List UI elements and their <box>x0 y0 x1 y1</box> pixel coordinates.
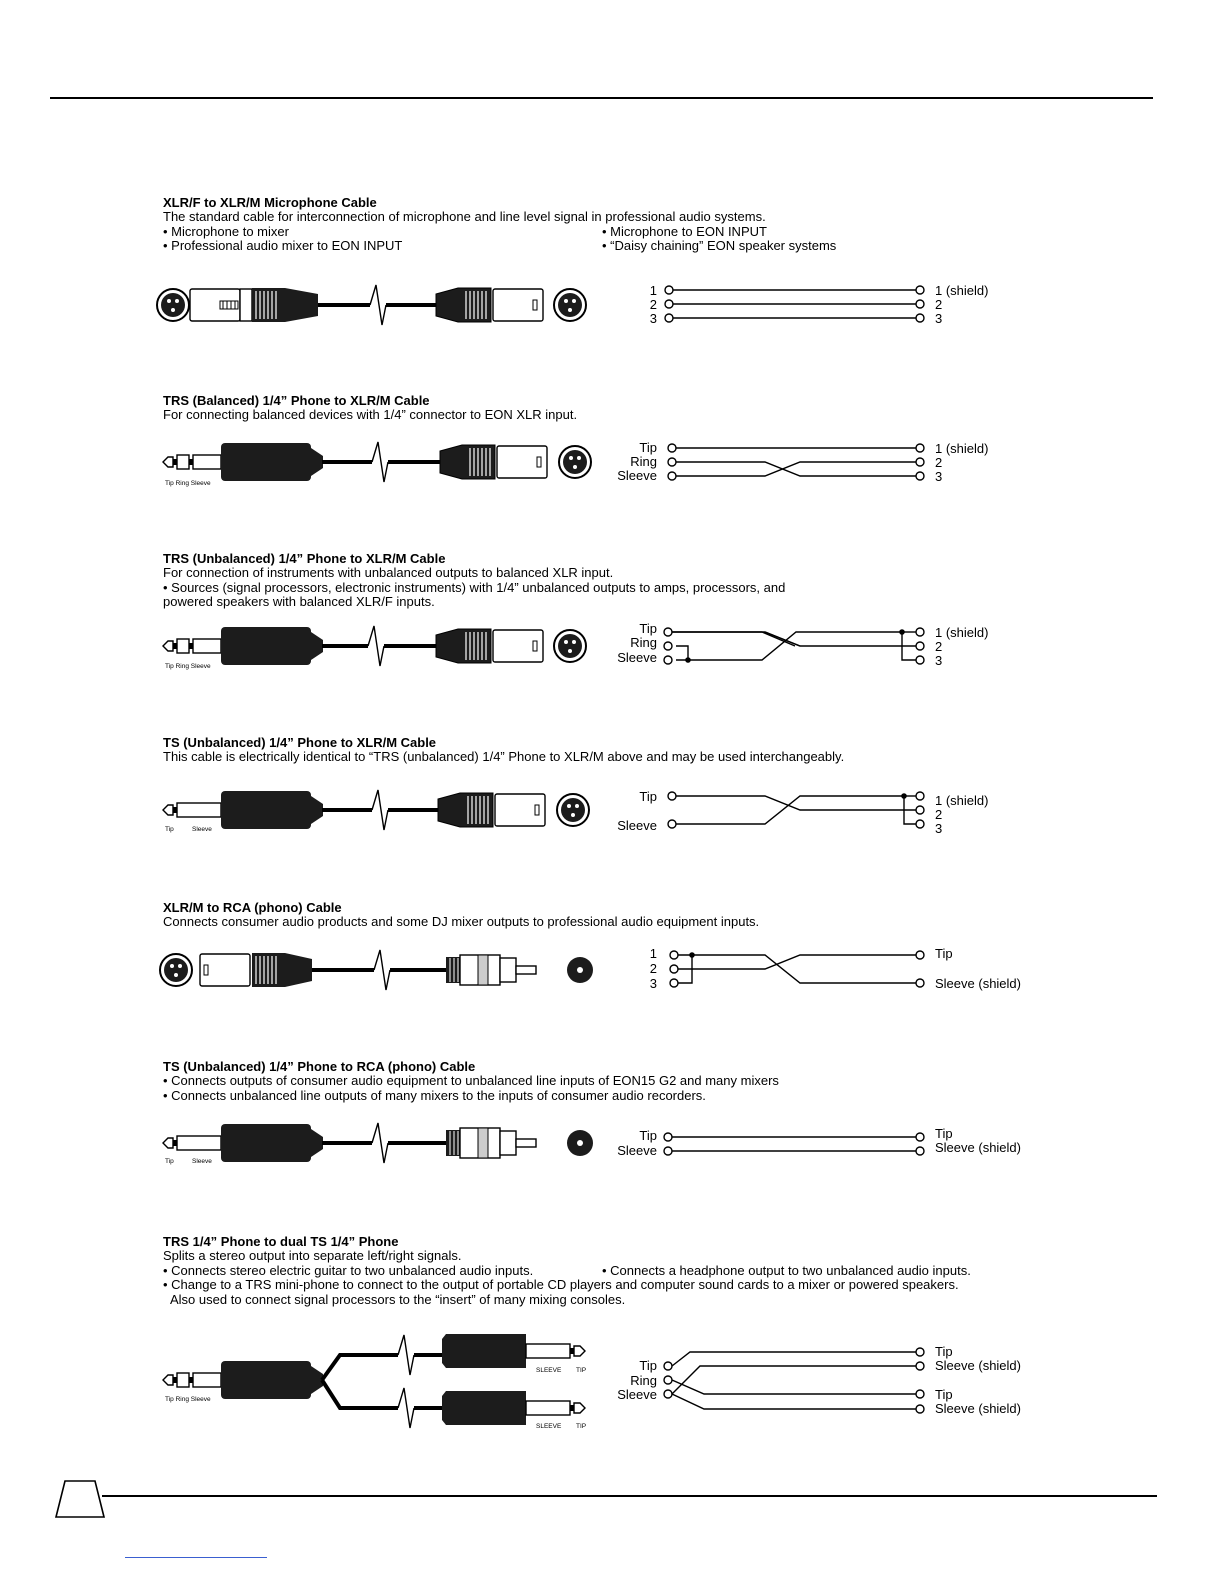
pin-label: 2 <box>649 961 657 976</box>
section-description: For connection of instruments with unbalanced outputs to balanced XLR input. <box>163 565 614 580</box>
bullet: • Change to a TRS mini-phone to connect to the output of portable CD players and computer sound cards to a mixer or powered speakers. <box>163 1277 959 1293</box>
pin-label: Sleeve <box>617 818 657 833</box>
pin-label: Tip <box>639 1358 657 1373</box>
pin-label: Sleeve (shield) <box>935 1140 1021 1155</box>
pin-label: 1 <box>649 946 657 961</box>
pin-label: Tip <box>935 1344 953 1359</box>
pin-label: 2 <box>935 639 943 654</box>
pin-label: Ring <box>630 635 657 650</box>
pin-label: Sleeve <box>617 1387 657 1402</box>
pin-label: Ring <box>630 454 657 469</box>
bullet: • Professional audio mixer to EON INPUT <box>163 238 403 254</box>
pin-label: 3 <box>649 311 657 326</box>
bullet: • Connects outputs of consumer audio equipment to unbalanced line inputs of EON15 G2 and many mixers <box>163 1073 779 1088</box>
pin-label: Sleeve <box>617 1143 657 1158</box>
pin-label: 2 <box>935 297 943 312</box>
footer-link-underline <box>125 1557 267 1558</box>
section-title: XLR/M to RCA (phono) Cable <box>163 900 342 915</box>
bullet: • “Daisy chaining” EON speaker systems <box>602 238 837 254</box>
pin-label: Sleeve (shield) <box>935 1401 1021 1416</box>
section-title: TRS 1/4” Phone to dual TS 1/4” Phone <box>163 1234 399 1249</box>
pin-label: 1 (shield) <box>935 625 989 640</box>
pin-label: 3 <box>935 821 943 836</box>
plug-label: SLEEVE <box>536 1423 562 1430</box>
plug-label: Tip Ring Sleeve <box>165 480 211 487</box>
bullet-continued: Also used to connect signal processors to the “insert” of many mixing consoles. <box>170 1291 626 1307</box>
plug-label: SLEEVE <box>536 1367 562 1374</box>
pin-label: 1 <box>649 283 657 298</box>
section-title: XLR/F to XLR/M Microphone Cable <box>163 195 377 210</box>
pin-label: Sleeve (shield) <box>935 976 1021 991</box>
section-description: For connecting balanced devices with 1/4” connector to EON XLR input. <box>163 407 578 422</box>
pin-label: Tip <box>639 789 657 804</box>
bullet: • Microphone to mixer <box>163 223 289 239</box>
pin-label: Tip <box>639 621 657 636</box>
plug-label: Tip Ring Sleeve <box>165 663 211 670</box>
plug-label: Tip <box>165 826 174 833</box>
bullet: • Connects stereo electric guitar to two unbalanced audio inputs. <box>163 1262 534 1278</box>
plug-label: Tip <box>165 1158 174 1165</box>
bullet: • Sources (signal processors, electronic instruments) with 1/4” unbalanced outputs to amps, processors, and <box>163 579 786 595</box>
pin-label: Tip <box>639 1128 657 1143</box>
section-description: The standard cable for interconnection of microphone and line level signal in professional audio systems. <box>163 209 766 224</box>
pin-label: Sleeve <box>617 650 657 665</box>
section-title: TRS (Unbalanced) 1/4” Phone to XLR/M Cable <box>163 551 446 566</box>
pin-label: 3 <box>935 653 943 668</box>
pin-label: 3 <box>649 976 657 991</box>
pin-label: 1 (shield) <box>935 283 989 298</box>
pin-label: Sleeve <box>617 468 657 483</box>
plug-label: Tip Ring Sleeve <box>165 1396 211 1403</box>
bullet-continued: powered speakers with balanced XLR/F inputs. <box>163 594 435 610</box>
pin-label: Tip <box>935 946 953 961</box>
pin-label: 1 (shield) <box>935 793 989 808</box>
pin-label: 3 <box>935 311 943 326</box>
section-description: Connects consumer audio products and some DJ mixer outputs to professional audio equipment inputs. <box>163 914 760 929</box>
section-title: TS (Unbalanced) 1/4” Phone to XLR/M Cable <box>163 735 437 750</box>
section-title: TRS (Balanced) 1/4” Phone to XLR/M Cable <box>163 393 430 408</box>
page-number-tab <box>55 1478 105 1518</box>
pin-label: 2 <box>935 807 943 822</box>
section-title: TS (Unbalanced) 1/4” Phone to RCA (phono) Cable <box>163 1059 476 1074</box>
plug-label: Sleeve <box>192 826 212 833</box>
plug-label: TIP <box>576 1423 587 1430</box>
bullet: • Connects unbalanced line outputs of many mixers to the inputs of consumer audio recorders. <box>163 1087 706 1103</box>
pin-label: Tip <box>639 440 657 455</box>
pin-label: Ring <box>630 1373 657 1388</box>
plug-label: TIP <box>576 1367 587 1374</box>
pin-label: Sleeve (shield) <box>935 1358 1021 1373</box>
bullet: • Connects a headphone output to two unbalanced audio inputs. <box>602 1262 971 1278</box>
plug-label: Sleeve <box>192 1158 212 1165</box>
footer-rule <box>102 1495 1157 1497</box>
bullet: • Microphone to EON INPUT <box>602 223 767 239</box>
pin-label: 3 <box>935 469 943 484</box>
pin-label: 1 (shield) <box>935 441 989 456</box>
section-description: Splits a stereo output into separate left/right signals. <box>163 1248 462 1263</box>
pin-label: Tip <box>935 1387 953 1402</box>
pin-label: 2 <box>935 455 943 470</box>
section-description: This cable is electrically identical to “TRS (unbalanced) 1/4” Phone to XLR/M above and may be used interchangeably. <box>163 749 845 764</box>
pin-label: 2 <box>649 297 657 312</box>
pin-label: Tip <box>935 1126 953 1141</box>
